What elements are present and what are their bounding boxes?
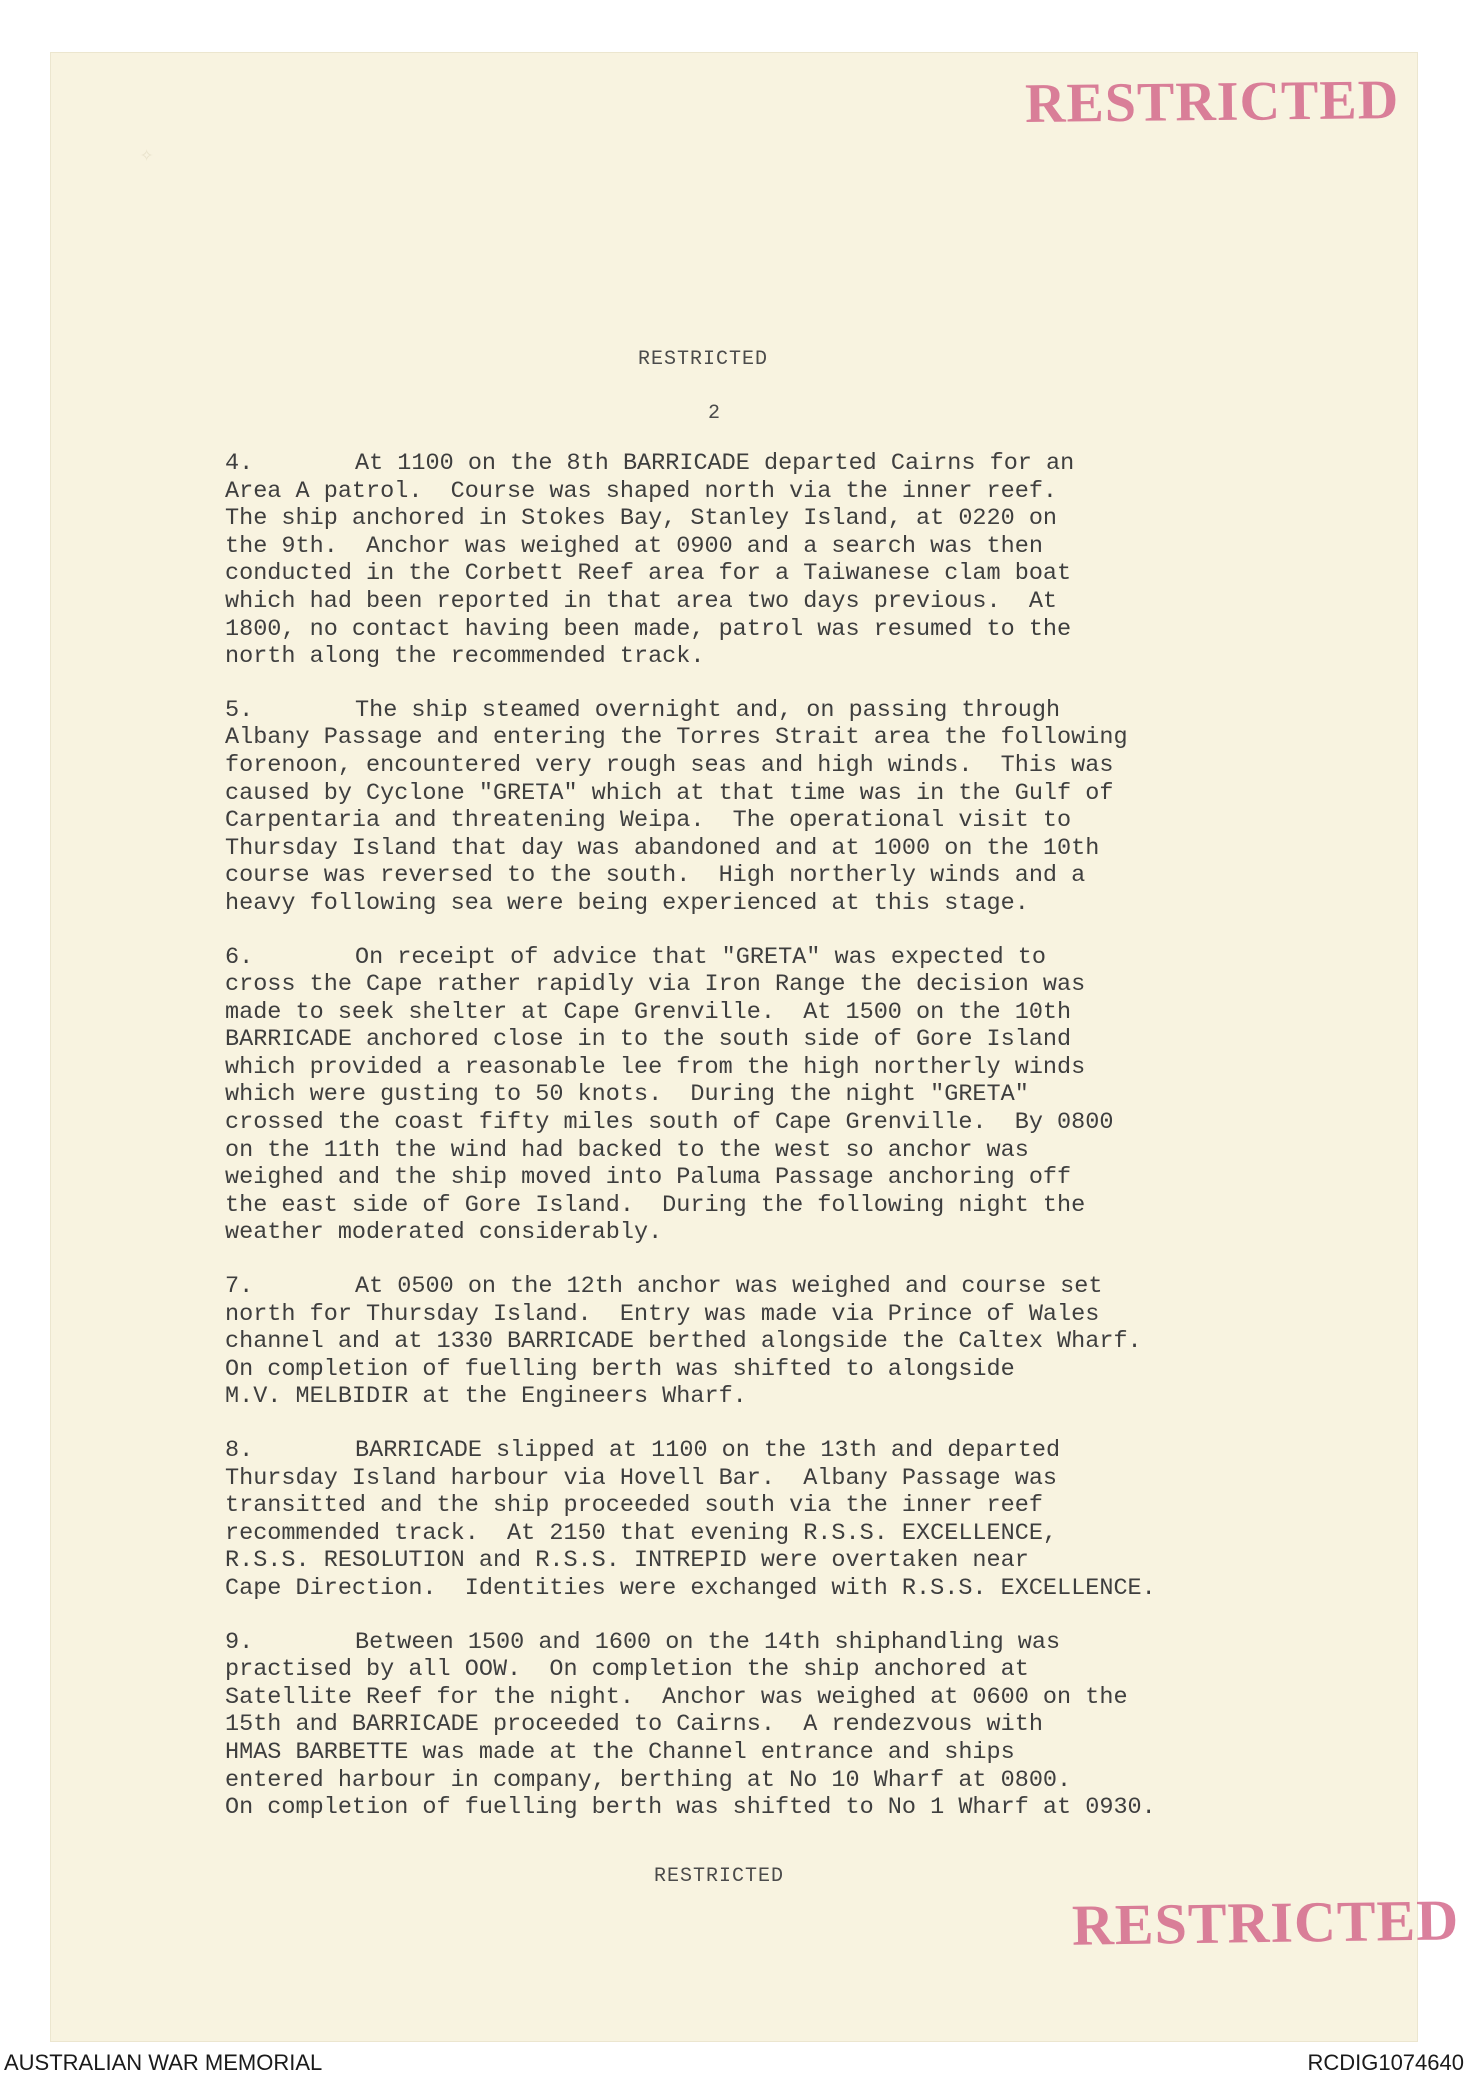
archive-record-id: RCDIG1074640 — [1307, 2050, 1464, 2075]
paragraph-number: 6. — [225, 943, 254, 971]
paragraph-line: the east side of Gore Island. During the following night the — [225, 1191, 1086, 1219]
paragraph-line: Satellite Reef for the night. Anchor was weighed at 0600 on the — [225, 1683, 1128, 1711]
document-page — [50, 52, 1460, 2042]
paragraph-line: caused by Cyclone "GRETA" which at that time was in the Gulf of — [225, 779, 1114, 807]
paragraph-line: 15th and BARRICADE proceeded to Cairns. A rendezvous with — [225, 1711, 1043, 1739]
classification-header: RESTRICTED — [638, 348, 769, 371]
paragraph-4 — [225, 450, 1385, 671]
paragraph-line: On completion of fuelling berth was shifted to alongside — [225, 1355, 1015, 1383]
paragraph-line-text: Between 1500 and 1600 on the 14th shiphandling was — [355, 1628, 1061, 1656]
paragraph-line: BARRICADE anchored close in to the south side of Gore Island — [225, 1026, 1072, 1054]
paragraph-line-text: BARRICADE slipped at 1100 on the 13th and departed — [355, 1437, 1061, 1464]
paragraph-line: cross the Cape rather rapidly via Iron Range the decision was — [225, 971, 1086, 999]
restricted-stamp-bottom: RESTRICTED — [1071, 1887, 1460, 1958]
paragraph-line: weather moderated considerably. — [225, 1219, 663, 1247]
paragraph-line-text: The ship steamed overnight and, on passing through — [355, 696, 1061, 724]
paragraph-5 — [225, 697, 1385, 918]
paragraph-line: HMAS BARBETTE was made at the Channel entrance and ships — [225, 1738, 1015, 1766]
paragraph-number: 7. — [225, 1273, 254, 1301]
paragraph-line: crossed the coast fifty miles south of Cape Grenville. By 0800 — [225, 1109, 1114, 1137]
paragraph-line-text: At 0500 on the 12th anchor was weighed and course set — [355, 1273, 1103, 1301]
paragraph-line: forenoon, encountered very rough seas and high winds. This was — [225, 751, 1114, 779]
embossed-seal-mark: ✧ — [140, 143, 154, 168]
paragraph-first-line — [225, 944, 1385, 972]
paragraph-line: R.S.S. RESOLUTION and R.S.S. INTREPID were overtaken near — [225, 1547, 1029, 1575]
paragraph-first-line — [225, 1437, 1385, 1465]
paragraph-first-line — [225, 1273, 1385, 1301]
paragraph-line-text: At 1100 on the 8th BARRICADE departed Cairns for an — [355, 450, 1075, 477]
paragraph-8 — [225, 1437, 1385, 1603]
paragraph-line: which had been reported in that area two days previous. At — [225, 587, 1058, 615]
paragraph-line: north along the recommended track. — [225, 643, 705, 671]
paragraph-line: made to seek shelter at Cape Grenville. At 1500 on the 10th — [225, 998, 1072, 1026]
paragraph-line: the 9th. Anchor was weighed at 0900 and a search was then — [225, 532, 1043, 560]
archive-footer — [0, 2042, 1472, 2082]
paragraph-line: weighed and the ship moved into Paluma Passage anchoring off — [225, 1164, 1072, 1192]
paragraph-line: On completion of fuelling berth was shifted to No 1 Wharf at 0930. — [225, 1794, 1156, 1822]
paragraph-line: The ship anchored in Stokes Bay, Stanley Island, at 0220 on — [225, 505, 1058, 533]
paragraph-line: north for Thursday Island. Entry was made via Prince of Wales — [225, 1300, 1100, 1328]
paragraph-first-line — [225, 1629, 1385, 1657]
paragraph-line: entered harbour in company, berthing at No 10 Wharf at 0800. — [225, 1766, 1072, 1794]
paragraph-line: Cape Direction. Identities were exchanged with R.S.S. EXCELLENCE. — [225, 1574, 1156, 1602]
paragraph-line: Albany Passage and entering the Torres Strait area the following — [225, 724, 1128, 752]
paragraph-line: Thursday Island harbour via Hovell Bar. Albany Passage was — [225, 1464, 1058, 1492]
paragraph-9 — [225, 1629, 1385, 1822]
archive-institution: AUSTRALIAN WAR MEMORIAL — [4, 2050, 323, 2075]
paragraph-line: transitted and the ship proceeded south via the inner reef — [225, 1492, 1043, 1520]
paragraph-line: channel and at 1330 BARRICADE berthed alongside the Caltex Wharf. — [225, 1328, 1142, 1356]
paragraph-number: 5. — [225, 696, 254, 724]
classification-footer: RESTRICTED — [654, 1865, 785, 1888]
paragraph-6 — [225, 944, 1385, 1248]
paragraph-line: Thursday Island that day was abandoned and at 1000 on the 10th — [225, 834, 1100, 862]
paragraph-line: Carpentaria and threatening Weipa. The operational visit to — [225, 807, 1072, 835]
paragraph-first-line — [225, 697, 1385, 725]
paragraph-line: 1800, no contact having been made, patrol was resumed to the — [225, 615, 1072, 643]
paragraph-line: Area A patrol. Course was shaped north via the inner reef. — [225, 477, 1058, 505]
report-body — [225, 450, 1385, 1848]
paragraph-line: on the 11th the wind had backed to the west so anchor was — [225, 1136, 1029, 1164]
paragraph-line: heavy following sea were being experienced at this stage. — [225, 889, 1029, 917]
restricted-stamp-top: RESTRICTED — [1024, 69, 1400, 135]
paragraph-line: which provided a reasonable lee from the high northerly winds — [225, 1053, 1086, 1081]
paragraph-line: practised by all OOW. On completion the ship anchored at — [225, 1656, 1029, 1684]
page-number: 2 — [708, 402, 722, 425]
paragraph-number: 9. — [225, 1628, 254, 1656]
paragraph-line: conducted in the Corbett Reef area for a Taiwanese clam boat — [225, 560, 1072, 588]
paragraph-line: recommended track. At 2150 that evening R.S.S. EXCELLENCE, — [225, 1519, 1058, 1547]
paragraph-line-text: On receipt of advice that "GRETA" was expected to — [355, 943, 1047, 971]
paragraph-first-line — [225, 450, 1385, 478]
paragraph-line: which were gusting to 50 knots. During the night "GRETA" — [225, 1081, 1029, 1109]
paragraph-7 — [225, 1273, 1385, 1411]
paragraph-number: 4. — [225, 450, 254, 477]
paragraph-number: 8. — [225, 1437, 254, 1464]
paragraph-line: M.V. MELBIDIR at the Engineers Wharf. — [225, 1383, 747, 1411]
paragraph-line: course was reversed to the south. High northerly winds and a — [225, 862, 1086, 890]
